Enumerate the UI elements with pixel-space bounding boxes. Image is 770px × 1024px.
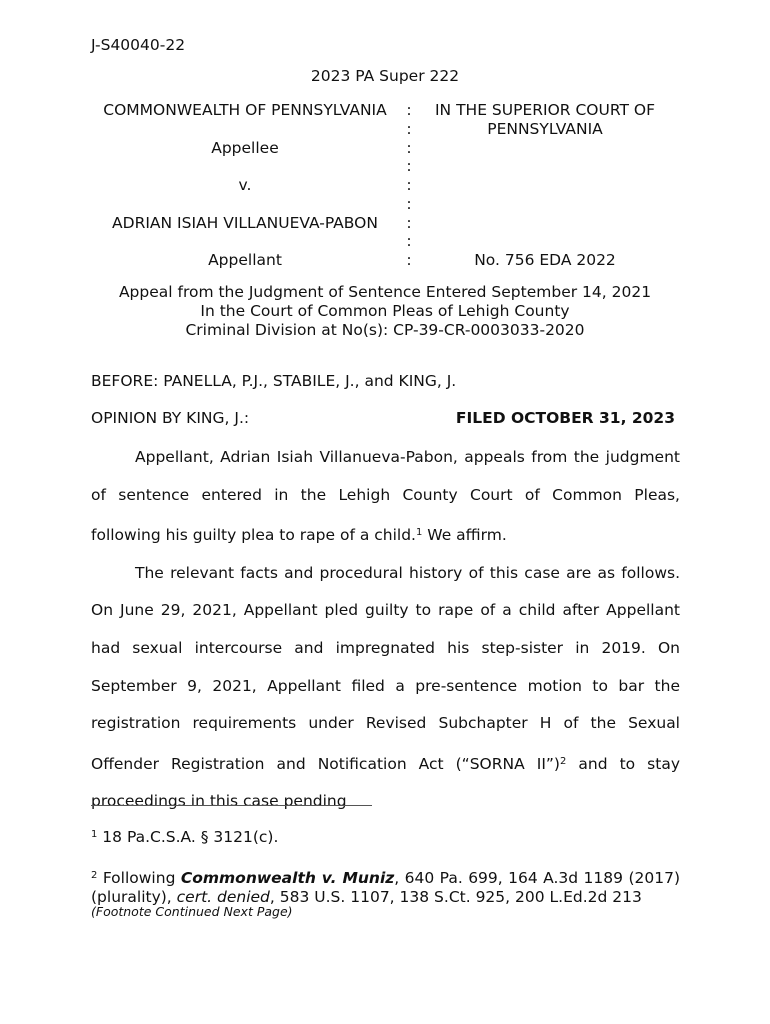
caption-colon: : <box>406 251 412 269</box>
court-name-line1: IN THE SUPERIOR COURT OF <box>434 101 656 119</box>
appeal-info <box>0 283 770 340</box>
footnote-ref-2: 2 <box>559 755 567 767</box>
footnote-2 <box>91 866 680 907</box>
paragraph-2 <box>91 555 680 821</box>
caption-role-appellee: Appellee <box>211 139 279 157</box>
appeal-line1: Appeal from the Judgment of Sentence Entered September 14, 2021 <box>118 283 652 301</box>
docket-number: No. 756 EDA 2022 <box>474 251 616 269</box>
footnote-2-number: 2 <box>91 870 98 881</box>
caption-colon: : <box>406 139 412 157</box>
caption-party-appellee: COMMONWEALTH OF PENNSYLVANIA <box>103 101 387 119</box>
footnote-ref-1: 1 <box>415 527 423 539</box>
caption-colon: : <box>406 101 412 119</box>
filed-date: FILED OCTOBER 31, 2023 <box>455 409 675 427</box>
footnote-2-mid: , 640 Pa. 699, 164 A.3d 1189 (2017) (plurality), <box>91 869 680 906</box>
footnote-2-case-name: Commonwealth v. Muniz <box>180 869 395 887</box>
footnote-1-text: 18 Pa.C.S.A. § 3121(c). <box>97 828 279 846</box>
footnote-1 <box>91 828 278 846</box>
opinion-by: OPINION BY KING, J.: <box>91 409 250 427</box>
caption-colon: : <box>406 214 412 232</box>
footnote-2-pre: Following <box>97 869 181 887</box>
document-id: J-S40040-22 <box>91 36 186 54</box>
caption-colon: : <box>406 176 412 194</box>
caption-colon: : <box>406 195 412 213</box>
footnote-2-cert: cert. denied <box>176 888 270 906</box>
paragraph-1-end: We affirm. <box>422 526 507 545</box>
caption-colon: : <box>406 157 412 175</box>
footnote-divider <box>91 805 372 806</box>
caption-colon: : <box>406 232 412 250</box>
paragraph-1 <box>91 439 680 555</box>
panel-line: BEFORE: PANELLA, P.J., STABILE, J., and KING, J. <box>91 372 457 390</box>
caption-party-appellant: ADRIAN ISIAH VILLANUEVA-PABON <box>112 214 378 232</box>
paragraph-2-continued: and to stay proceedings in this case pending <box>91 754 680 811</box>
footnote-2-post: , 583 U.S. 1107, 138 S.Ct. 925, 200 L.Ed.2d 213 <box>269 888 642 906</box>
paragraph-1-text: Appellant, Adrian Isiah Villanueva-Pabon, appeals from the judgment of sentence entered in the Lehigh County Court of Common Pleas, following his guilty plea to rape of a child. <box>91 448 680 545</box>
court-name <box>420 101 670 139</box>
paragraph-2-text: The relevant facts and procedural history of this case are as follows. On June 29, 2021, Appellant pled guilty to rape of a child after Appellant had sexual intercourse and impregnated his step-sister in 2019. On September 9, 2021, Appellant filed a pre-sentence motion to bar the registration requirements under Revised Subchapter H of the Sexual Offender Registration and Notification Act (“SORNA II”) <box>91 563 680 773</box>
footnote-1-number: 1 <box>91 829 98 840</box>
court-name-line2: PENNSYLVANIA <box>487 120 603 138</box>
appeal-line2: In the Court of Common Pleas of Lehigh County <box>200 302 570 320</box>
caption-versus: v. <box>238 176 252 194</box>
footnote-continued-note: (Footnote Continued Next Page) <box>91 904 293 919</box>
caption-colon: : <box>406 120 412 138</box>
appeal-line3: Criminal Division at No(s): CP-39-CR-0003033-2020 <box>185 321 585 339</box>
opinion-body <box>91 439 680 821</box>
citation: 2023 PA Super 222 <box>310 67 460 85</box>
caption-role-appellant: Appellant <box>208 251 282 269</box>
